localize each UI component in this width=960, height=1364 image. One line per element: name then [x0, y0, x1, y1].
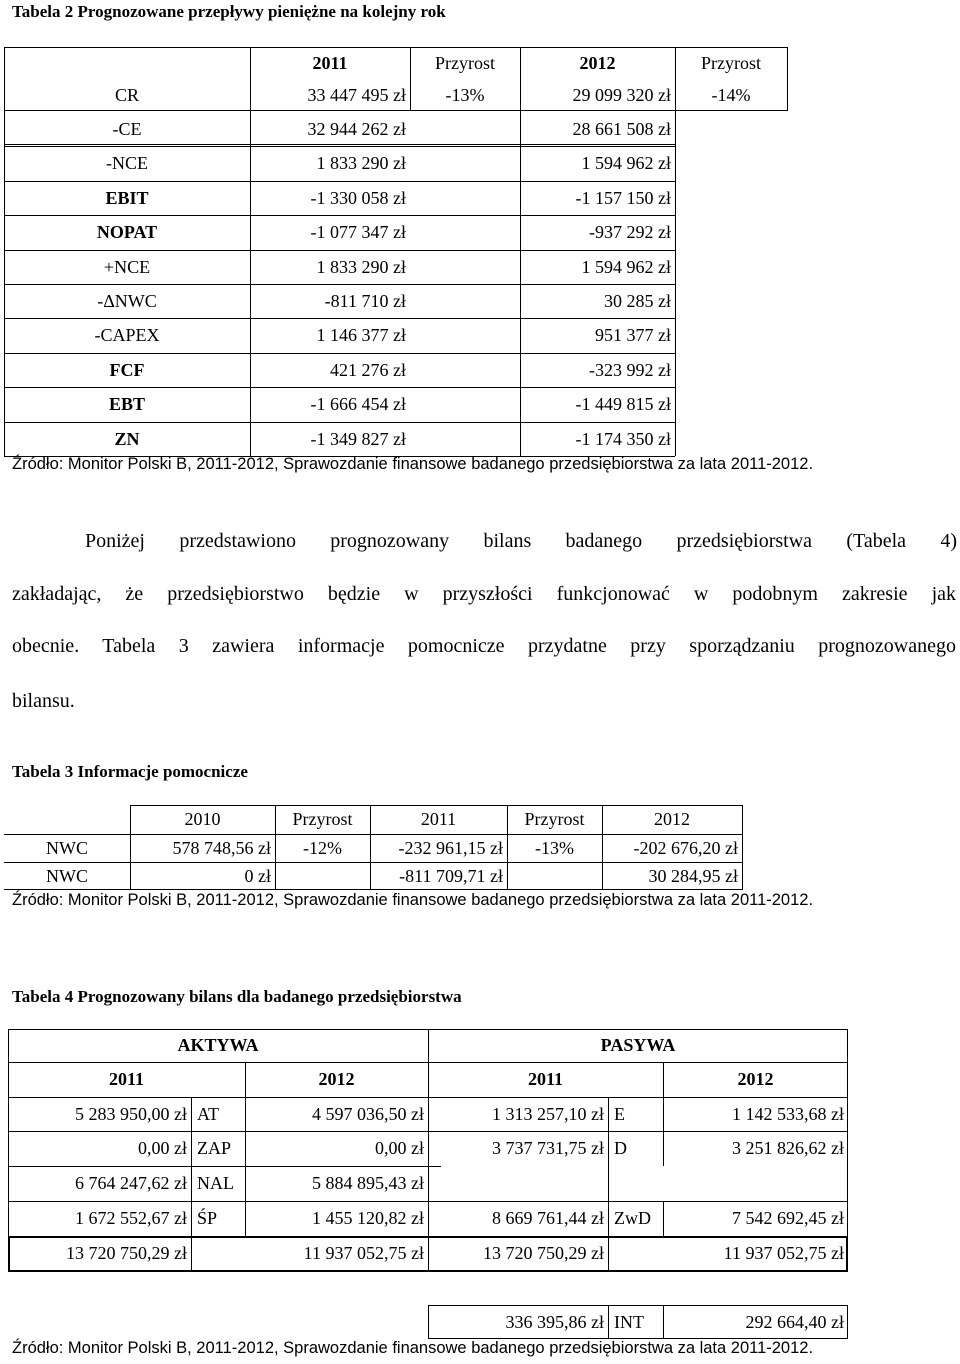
table-rule: [663, 1305, 664, 1339]
table-rule: [8, 1029, 9, 1271]
t2-row-2011: -1 666 454 zł: [310, 394, 406, 415]
t4-cell-p2012: 11 937 052,75 zł: [723, 1243, 844, 1263]
table-rule: [520, 47, 521, 456]
t2-source-note: Źródło: Monitor Polski B, 2011-2012, Sprawozdanie finansowe badanego przedsiębiorstwa za lata 2011-2012.: [12, 455, 814, 473]
t2-row-label: -CAPEX: [94, 325, 160, 346]
t3-cell-label: NWC: [46, 865, 88, 886]
table-rule: [130, 805, 742, 806]
t3-cell-c2010: 0 zł: [244, 865, 271, 886]
t4-pasywa-header: PASYWA: [600, 1035, 676, 1055]
t4-cell-p2011: 13 720 750,29 zł: [483, 1243, 604, 1263]
t2-row-2012: 951 377 zł: [595, 325, 671, 346]
paragraph-line-3: obecnie. Tabela 3 zawiera informacje pomocnicze przydatne przy sporządzaniu prognozowanego: [12, 635, 956, 657]
t2-row-label: EBIT: [105, 187, 149, 208]
table-rule: [847, 1029, 848, 1271]
t2-row-growth-2011: -13%: [445, 84, 485, 105]
table-rule: [675, 47, 676, 456]
t4-cell-a2011: 6 764 247,62 zł: [75, 1173, 187, 1193]
t4-cell-alabel: ZAP: [197, 1138, 232, 1158]
t4-cell-a2012: 11 937 052,75 zł: [303, 1243, 424, 1263]
table-rule: [130, 805, 131, 890]
t4-int-label: INT: [614, 1312, 644, 1332]
t2-row-2011: 1 833 290 zł: [316, 153, 406, 174]
t2-row-2011: 421 276 zł: [330, 359, 406, 380]
t4-cell-p2011: 3 737 731,75 zł: [492, 1138, 604, 1158]
t2-row-growth-2012: -14%: [711, 84, 751, 105]
table-rule: [275, 805, 276, 890]
table-rule: [245, 1062, 246, 1097]
t2-row-2012: -323 992 zł: [589, 359, 671, 380]
t3-header-0: 2010: [184, 809, 221, 829]
t2-row-label: ZN: [114, 428, 140, 449]
table-rule: [608, 1097, 609, 1271]
t3-header-1: Przyrost: [292, 809, 353, 829]
t3-cell-c2011: -232 961,15 zł: [398, 837, 503, 858]
t2-row-2012: 29 099 320 zł: [572, 84, 671, 105]
t4-cell-alabel: NAL: [197, 1173, 234, 1193]
t3-source-note: Źródło: Monitor Polski B, 2011-2012, Sprawozdanie finansowe badanego przedsiębiorstwa za lata 2011-2012.: [12, 891, 814, 909]
table-rule: [428, 1305, 848, 1306]
t4-cell-a2012: 4 597 036,50 zł: [312, 1104, 424, 1124]
t2-header-2011: 2011: [312, 52, 348, 73]
t2-row-label: -ΔNWC: [97, 291, 157, 312]
table-rule: [370, 805, 371, 890]
t4-cell-p2011: 8 669 761,44 zł: [492, 1208, 604, 1228]
t4-cell-a2011: 1 672 552,67 zł: [75, 1208, 187, 1228]
t3-cell-g2: -13%: [535, 837, 574, 858]
paragraph-line-4: bilansu.: [12, 690, 75, 712]
t4-cell-a2012: 0,00 zł: [375, 1138, 424, 1158]
table4-caption: Tabela 4 Prognozowany bilans dla badanego przedsiębiorstwa: [12, 987, 462, 1006]
table2-caption: Tabela 2 Prognozowane przepływy pieniężne na kolejny rok: [12, 2, 446, 21]
t4-cell-plabel: E: [614, 1104, 625, 1124]
t2-row-label: CR: [114, 84, 139, 105]
table-rule: [4, 834, 742, 835]
table-rule: [4, 889, 742, 890]
table-rule: [602, 805, 603, 890]
table-rule: [4, 862, 742, 863]
t3-cell-g1: -12%: [303, 837, 342, 858]
t2-header-2012: 2012: [579, 52, 616, 73]
t4-cell-a2011: 5 283 950,00 zł: [75, 1104, 187, 1124]
t2-row-2011: -1 077 347 zł: [310, 222, 406, 243]
table-rule: [428, 1305, 429, 1339]
t4-cell-p2011: 1 313 257,10 zł: [492, 1104, 604, 1124]
t3-header-2: 2011: [420, 809, 457, 829]
table-rule: [608, 1305, 609, 1339]
t2-row-2011: -1 349 827 zł: [310, 428, 406, 449]
table-rule: [428, 1029, 429, 1271]
table-rule: [4, 144, 675, 145]
t2-row-2011: 1 146 377 zł: [316, 325, 406, 346]
paragraph-line-2: zakładając, że przedsiębiorstwo będzie w przyszłości funkcjonować w podobnym zakresie jak: [12, 583, 956, 605]
t4-year-1: 2012: [318, 1069, 355, 1089]
t2-row-2011: 33 447 495 zł: [307, 84, 406, 105]
table-rule: [742, 805, 743, 890]
t4-int-2012: 292 664,40 zł: [745, 1312, 844, 1332]
t2-row-2012: -937 292 zł: [589, 222, 671, 243]
t4-year-2: 2011: [527, 1069, 563, 1089]
t3-cell-c2012: -202 676,20 zł: [633, 837, 738, 858]
paragraph-line-1: Poniżej przedstawiono prognozowany bilans badanego przedsiębiorstwa (Tabela 4): [85, 530, 957, 552]
t4-cell-a2012: 1 455 120,82 zł: [312, 1208, 424, 1228]
t2-row-label: FCF: [109, 359, 145, 380]
t2-row-2012: -1 174 350 zł: [575, 428, 671, 449]
table-rule: [507, 805, 508, 890]
t4-int-2011: 336 395,86 zł: [505, 1312, 604, 1332]
t4-source-note: Źródło: Monitor Polski B, 2011-2012, Sprawozdanie finansowe badanego przedsiębiorstwa za lata 2011-2012.: [12, 1339, 814, 1357]
t2-row-2012: -1 157 150 zł: [575, 187, 671, 208]
table-rule: [4, 47, 5, 456]
t4-year-0: 2011: [108, 1069, 144, 1089]
t2-row-2011: 1 833 290 zł: [316, 256, 406, 277]
table3-caption: Tabela 3 Informacje pomocnicze: [12, 762, 248, 781]
t2-row-label: -CE: [112, 119, 142, 140]
t4-year-3: 2012: [737, 1069, 774, 1089]
t4-cell-plabel: D: [614, 1138, 627, 1158]
t2-row-label: +NCE: [103, 256, 151, 277]
t2-row-2012: 1 594 962 zł: [581, 153, 671, 174]
t2-row-2011: -811 710 zł: [324, 291, 406, 312]
table-rule: [410, 47, 411, 111]
t3-cell-c2010: 578 748,56 zł: [172, 837, 271, 858]
t4-cell-p2012: 1 142 533,68 zł: [732, 1104, 844, 1124]
t2-row-2012: 30 285 zł: [604, 291, 671, 312]
table-rule: [663, 1062, 664, 1097]
t4-cell-plabel: ZwD: [614, 1208, 651, 1228]
table-rule: [250, 47, 251, 456]
t2-row-2012: 28 661 508 zł: [572, 119, 671, 140]
t4-cell-alabel: AT: [197, 1104, 219, 1124]
t4-aktywa-header: AKTYWA: [177, 1035, 259, 1055]
t2-row-2011: 32 944 262 zł: [307, 119, 406, 140]
t4-cell-a2011: 0,00 zł: [138, 1138, 187, 1158]
t2-row-label: EBT: [108, 394, 146, 415]
table-rule: [847, 1305, 848, 1339]
table-rule: [8, 1166, 441, 1167]
t4-cell-p2012: 7 542 692,45 zł: [732, 1208, 844, 1228]
table-rule: [4, 47, 250, 48]
t4-cell-p2012: 3 251 826,62 zł: [732, 1138, 844, 1158]
t2-row-2012: -1 449 815 zł: [575, 394, 671, 415]
t2-row-2011: -1 330 058 zł: [310, 187, 406, 208]
t3-cell-c2012: 30 284,95 zł: [648, 865, 738, 886]
t3-header-4: 2012: [654, 809, 690, 829]
table-rule: [787, 47, 788, 111]
t4-cell-a2012: 5 884 895,43 zł: [312, 1173, 424, 1193]
table-rule: [846, 1236, 848, 1271]
table-rule: [191, 1097, 192, 1271]
t2-row-2012: 1 594 962 zł: [581, 256, 671, 277]
t2-header-growth-2011: Przyrost: [435, 52, 495, 73]
t3-cell-label: NWC: [46, 837, 88, 858]
t3-cell-c2011: -811 709,71 zł: [399, 865, 503, 886]
table-rule: [8, 1236, 10, 1271]
table-rule: [663, 1201, 664, 1236]
t4-cell-a2011: 13 720 750,29 zł: [66, 1243, 187, 1263]
t2-header-growth-2012: Przyrost: [701, 52, 761, 73]
table-rule: [245, 1097, 246, 1236]
table-rule: [250, 47, 788, 48]
t2-row-label: -NCE: [106, 153, 148, 174]
t4-cell-alabel: ŚP: [197, 1208, 218, 1228]
table-rule: [663, 1097, 664, 1166]
t3-header-3: Przyrost: [524, 809, 585, 829]
t2-row-label: NOPAT: [96, 222, 158, 243]
